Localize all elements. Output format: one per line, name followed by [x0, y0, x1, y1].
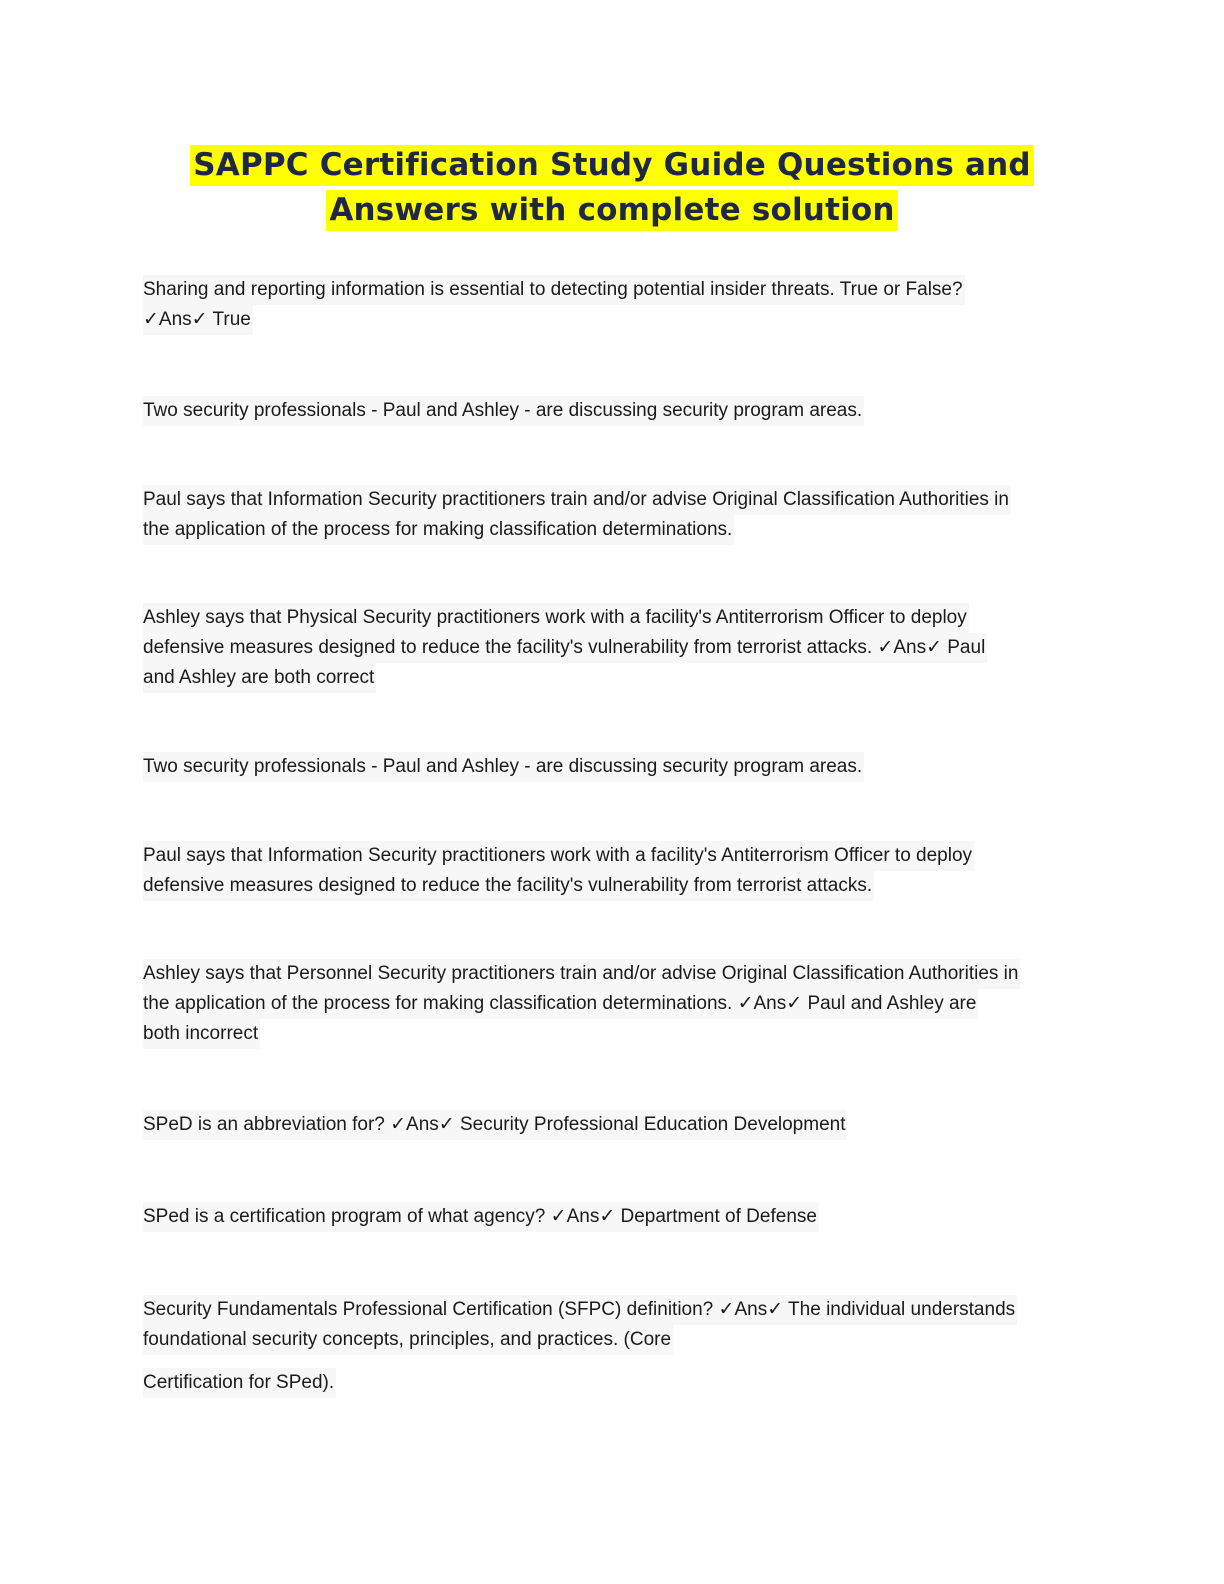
text-line: defensive measures designed to reduce the facility's vulnerability from terrorist attacks. ✓Ans✓ Paul	[143, 633, 987, 663]
question-paragraph	[143, 1295, 1073, 1355]
text-line: SPed is a certification program of what agency? ✓Ans✓ Department of Defense	[143, 1202, 819, 1232]
text-line: SPeD is an abbreviation for? ✓Ans✓ Security Professional Education Development	[143, 1110, 847, 1140]
page-title	[0, 143, 1224, 233]
title-line-2: Answers with complete solution	[326, 190, 897, 231]
text-line: Security Fundamentals Professional Certification (SFPC) definition? ✓Ans✓ The individual understands	[143, 1295, 1017, 1325]
question-paragraph	[143, 603, 1073, 693]
text-line: both incorrect	[143, 1019, 260, 1049]
question-paragraph	[143, 1110, 1073, 1140]
text-line: and Ashley are both correct	[143, 663, 376, 693]
title-line-1: SAPPC Certification Study Guide Questions and	[190, 145, 1034, 186]
text-line: Certification for SPed).	[143, 1368, 336, 1398]
question-paragraph	[143, 1368, 1073, 1398]
question-paragraph	[143, 752, 1073, 782]
text-line: Two security professionals - Paul and Ashley - are discussing security program areas.	[143, 752, 864, 782]
text-line: the application of the process for making classification determinations. ✓Ans✓ Paul and Ashley are	[143, 989, 978, 1019]
text-line: defensive measures designed to reduce the facility's vulnerability from terrorist attacks.	[143, 871, 874, 901]
text-line: Ashley says that Personnel Security practitioners train and/or advise Original Classification Authorities in	[143, 959, 1020, 989]
question-paragraph	[143, 396, 1073, 426]
question-paragraph	[143, 959, 1073, 1049]
text-line: Ashley says that Physical Security practitioners work with a facility's Antiterrorism Officer to deploy	[143, 603, 969, 633]
text-line: foundational security concepts, principles, and practices. (Core	[143, 1325, 673, 1355]
text-line: Two security professionals - Paul and Ashley - are discussing security program areas.	[143, 396, 864, 426]
text-line: Paul says that Information Security practitioners train and/or advise Original Classification Authorities in	[143, 485, 1011, 515]
question-paragraph	[143, 841, 1073, 901]
text-line: the application of the process for making classification determinations.	[143, 515, 734, 545]
question-paragraph	[143, 1202, 1073, 1232]
text-line: Sharing and reporting information is essential to detecting potential insider threats. True or False?	[143, 275, 965, 305]
text-line: Paul says that Information Security practitioners work with a facility's Antiterrorism Officer to deploy	[143, 841, 974, 871]
text-line: ✓Ans✓ True	[143, 305, 253, 335]
question-paragraph	[143, 275, 1073, 335]
question-paragraph	[143, 485, 1073, 545]
